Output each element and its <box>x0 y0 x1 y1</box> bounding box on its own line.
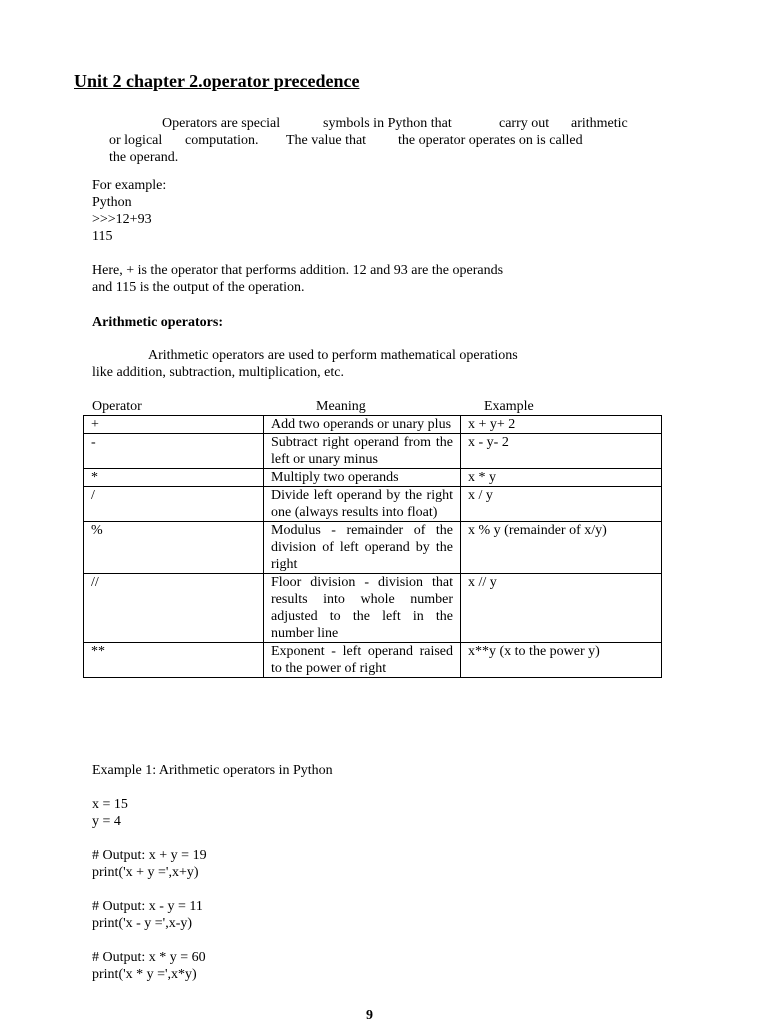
code-line <box>92 881 333 898</box>
example-line: >>>12+93 <box>92 212 152 227</box>
example-line: 115 <box>92 229 113 244</box>
explanation-line: and 115 is the output of the operation. <box>92 280 305 295</box>
code-line: # Output: x + y = 19 <box>92 848 207 863</box>
intro-text: carry out <box>499 116 550 131</box>
page-title: Unit 2 chapter 2.operator precedence <box>74 71 360 91</box>
operators-table <box>83 415 662 678</box>
example-cell: x % y (remainder of x/y) <box>461 522 662 574</box>
code-line: y = 4 <box>92 814 121 829</box>
header-example: Example <box>484 399 534 414</box>
example-cell: x * y <box>461 469 662 487</box>
code-line: Example 1: Arithmetic operators in Python <box>92 763 333 778</box>
section-heading: Arithmetic operators: <box>92 315 224 330</box>
operator-cell: / <box>84 487 264 522</box>
code-line: print('x + y =',x+y) <box>92 865 199 880</box>
table-row <box>84 522 662 574</box>
example-cell: x + y+ 2 <box>461 416 662 434</box>
meaning-cell: Floor division - division that results into whole number adjusted to the left in the number line <box>264 574 461 643</box>
table-row <box>84 416 662 434</box>
example-cell: x / y <box>461 487 662 522</box>
code-line: # Output: x * y = 60 <box>92 950 206 965</box>
example-line: For example: <box>92 178 167 193</box>
table-row <box>84 574 662 643</box>
explanation-paragraph <box>92 262 503 296</box>
code-example <box>92 762 333 983</box>
meaning-cell: Divide left operand by the right one (always results into float) <box>264 487 461 522</box>
code-line <box>92 932 333 949</box>
code-line <box>92 779 333 796</box>
header-operator: Operator <box>92 399 142 414</box>
operator-cell: + <box>84 416 264 434</box>
example-line: Python <box>92 195 132 210</box>
meaning-cell: Multiply two operands <box>264 469 461 487</box>
section-paragraph <box>92 347 518 381</box>
header-meaning: Meaning <box>316 399 366 414</box>
code-line: print('x - y =',x-y) <box>92 916 193 931</box>
operator-cell: * <box>84 469 264 487</box>
intro-text: arithmetic <box>571 116 628 131</box>
intro-text: the operand. <box>109 150 179 165</box>
operator-cell: % <box>84 522 264 574</box>
meaning-cell: Add two operands or unary plus <box>264 416 461 434</box>
example-cell: x // y <box>461 574 662 643</box>
operator-cell: - <box>84 434 264 469</box>
intro-text: or logical <box>109 133 163 148</box>
table-row <box>84 487 662 522</box>
example-block <box>92 177 166 245</box>
example-cell: x - y- 2 <box>461 434 662 469</box>
code-line: print('x * y =',x*y) <box>92 967 197 982</box>
table-row <box>84 469 662 487</box>
meaning-cell: Exponent - left operand raised to the power of right <box>264 643 461 678</box>
section-line: like addition, subtraction, multiplication, etc. <box>92 365 344 380</box>
section-line: Arithmetic operators are used to perform mathematical operations <box>148 348 518 363</box>
intro-text: the operator operates on is called <box>398 133 583 148</box>
example-cell: x**y (x to the power y) <box>461 643 662 678</box>
explanation-line: Here, + is the operator that performs addition. 12 and 93 are the operands <box>92 263 504 278</box>
intro-text: symbols in Python that <box>323 116 452 131</box>
operator-cell: ** <box>84 643 264 678</box>
code-line <box>92 830 333 847</box>
intro-text: Operators are special <box>162 116 281 131</box>
page-number: 9 <box>366 1008 373 1023</box>
intro-text: computation. <box>185 133 259 148</box>
code-line: x = 15 <box>92 797 128 812</box>
table-row <box>84 643 662 678</box>
table-row <box>84 434 662 469</box>
code-line: # Output: x - y = 11 <box>92 899 203 914</box>
meaning-cell: Subtract right operand from the left or unary minus <box>264 434 461 469</box>
intro-text: The value that <box>286 133 367 148</box>
operator-cell: // <box>84 574 264 643</box>
meaning-cell: Modulus - remainder of the division of left operand by the right <box>264 522 461 574</box>
